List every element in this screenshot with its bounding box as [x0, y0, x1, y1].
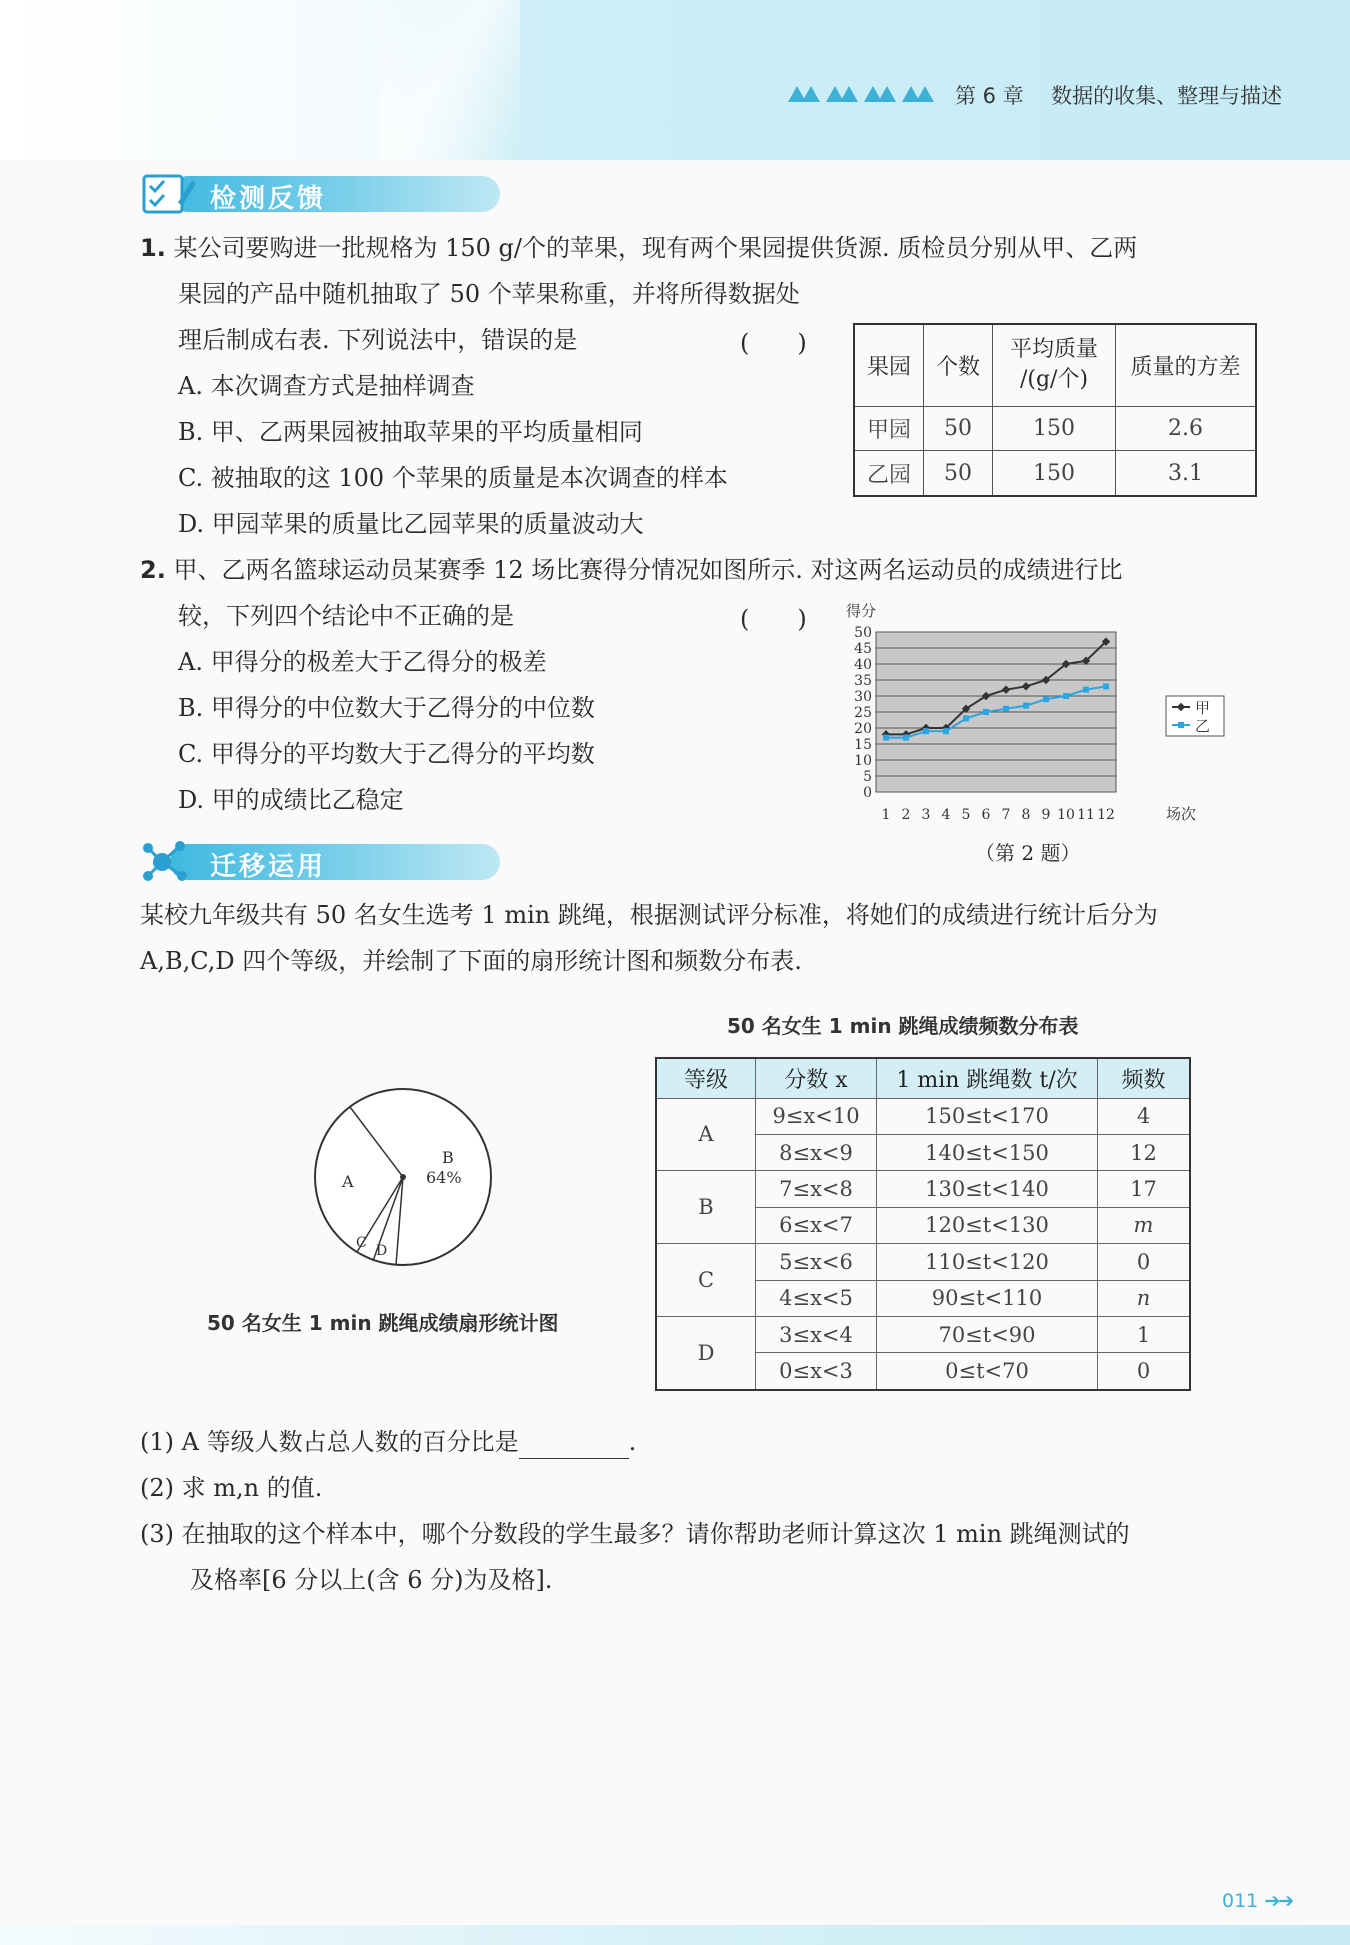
q1-answer-paren: ( ) [740, 329, 807, 357]
x-tick-label: 10 [1057, 807, 1075, 823]
checklist-icon [140, 172, 200, 216]
section-feedback-tab [140, 172, 520, 216]
t2-header-grade: 等级 [656, 1058, 756, 1098]
chart-x-axis-label: 场次 [1166, 805, 1197, 823]
point-yi [883, 735, 889, 741]
point-yi [943, 728, 949, 734]
q2-number: 2. [140, 556, 166, 584]
point-yi [1103, 683, 1109, 689]
pie-center [400, 1174, 406, 1180]
point-yi [923, 728, 929, 734]
bottom-band [0, 1925, 1350, 1945]
q2-answer-paren: ( ) [740, 605, 807, 633]
x-tick-label: 8 [1021, 807, 1031, 823]
chart-y-ticks [854, 625, 872, 801]
t2-freq-n: n [1098, 1280, 1191, 1316]
q1-text-line1: 某公司要购进一批规格为 150 g/个的苹果，现有两个果园提供货源. 质检员分别从甲、乙两 [173, 234, 1138, 262]
t2-freq: 0 [1098, 1244, 1191, 1280]
q2-option-a: A. 甲得分的极差大于乙得分的极差 [178, 648, 547, 676]
q1-text-line3: 理后制成右表. 下列说法中，错误的是 [178, 326, 578, 354]
pie-pct-b: 64% [426, 1168, 462, 1187]
t2-jumps: 0≤t<70 [877, 1353, 1098, 1390]
sub1-answer-blank [519, 1432, 629, 1459]
t2-freq: 0 [1098, 1353, 1191, 1390]
point-yi [1003, 706, 1009, 712]
t2-score: 5≤x<6 [756, 1244, 877, 1280]
t2-jumps: 150≤t<170 [877, 1098, 1098, 1134]
t1-header-mean [993, 324, 1116, 406]
point-yi [1043, 696, 1049, 702]
y-tick-label: 20 [854, 721, 872, 737]
t1-header-variance: 质量的方差 [1116, 324, 1257, 406]
section-feedback-label: 检测反馈 [210, 184, 327, 214]
q2-option-c: C. 甲得分的平均数大于乙得分的平均数 [178, 740, 595, 768]
t2-header-score-text: 分数 x [784, 1067, 848, 1093]
t1-row1-variance: 2.6 [1116, 406, 1257, 451]
sub-question-3-line2: 及格率[6 分以上(含 6 分)为及格]. [190, 1566, 553, 1594]
t1-row2-mean: 150 [993, 451, 1116, 496]
t2-header-freq: 频数 [1098, 1058, 1191, 1098]
pie-caption: 50 名女生 1 min 跳绳成绩扇形统计图 [207, 1311, 559, 1335]
y-tick-label: 15 [854, 737, 872, 753]
t1-row2-variance: 3.1 [1116, 451, 1257, 496]
t2-freq-m: m [1098, 1207, 1191, 1243]
page-arrows-icon: ➔➔ [1264, 1890, 1293, 1912]
q1-text-line2: 果园的产品中随机抽取了 50 个苹果称重，并将所得数据处 [178, 280, 800, 308]
t1-row1-mean: 150 [993, 406, 1116, 451]
t2-jumps: 70≤t<90 [877, 1316, 1098, 1352]
y-tick-label: 45 [854, 641, 872, 657]
q1-option-b: B. 甲、乙两果园被抽取苹果的平均质量相同 [178, 418, 643, 446]
chart-legend [1166, 696, 1224, 736]
t1-row1-orchard: 甲园 [854, 406, 924, 451]
t2-header-jumps: 1 min 跳绳数 t/次 [877, 1058, 1098, 1098]
q1-number: 1. [140, 234, 166, 262]
x-tick-label: 2 [901, 807, 911, 823]
q1-option-a: A. 本次调查方式是抽样调查 [178, 372, 475, 400]
jump-rope-freq-table [655, 1057, 1191, 1391]
y-tick-label: 30 [854, 689, 872, 705]
t2-freq: 12 [1098, 1134, 1191, 1170]
t2-jumps: 130≤t<140 [877, 1171, 1098, 1207]
t2-grade-a: A [656, 1098, 756, 1171]
y-tick-label: 10 [854, 753, 872, 769]
q1-option-d: D. 甲园苹果的质量比乙园苹果的质量波动大 [178, 510, 644, 538]
q1-line1 [140, 231, 1137, 265]
sub1-period: . [628, 1428, 637, 1456]
point-yi [1023, 703, 1029, 709]
page-number [1222, 1890, 1292, 1912]
x-tick-label: 3 [921, 807, 931, 823]
pie-label-a: A [342, 1172, 354, 1191]
q1-orchard-table [853, 323, 1257, 497]
q2-option-d: D. 甲的成绩比乙稳定 [178, 786, 404, 814]
chapter-header [955, 80, 1282, 110]
t1-header-orchard: 果园 [854, 324, 924, 406]
sub-question-1 [140, 1425, 636, 1459]
chapter-title: 数据的收集、整理与描述 [1051, 84, 1283, 108]
page-number-text: 011 [1222, 1890, 1259, 1912]
point-yi [983, 709, 989, 715]
sub1-text: (1) A 等级人数占总人数的百分比是 [140, 1428, 519, 1456]
t1-row1-count: 50 [924, 406, 993, 451]
x-tick-label: 12 [1097, 807, 1115, 823]
y-tick-label: 40 [854, 657, 872, 673]
legend-yi-marker [1178, 722, 1184, 728]
network-icon [140, 840, 200, 884]
point-yi [1083, 687, 1089, 693]
q2-figure-caption: （第 2 题） [975, 841, 1081, 865]
section-transfer-label: 迁移运用 [210, 852, 327, 882]
y-tick-label: 50 [854, 625, 872, 641]
point-yi [1063, 693, 1069, 699]
t2-score: 0≤x<3 [756, 1353, 877, 1390]
y-tick-label: 25 [854, 705, 872, 721]
header-triangles-icon [788, 86, 938, 102]
freq-table-caption: 50 名女生 1 min 跳绳成绩频数分布表 [727, 1014, 1079, 1038]
q2-text-line2: 较，下列四个结论中不正确的是 [178, 602, 514, 630]
x-tick-label: 5 [961, 807, 971, 823]
transfer-text-line1: 某校九年级共有 50 名女生选考 1 min 跳绳，根据测试评分标准，将她们的成绩进行统计后分为 [140, 901, 1158, 929]
t2-freq: 4 [1098, 1098, 1191, 1134]
t2-grade-d: D [656, 1316, 756, 1390]
q2-line1 [140, 553, 1123, 587]
x-tick-label: 11 [1077, 807, 1095, 823]
t2-score: 7≤x<8 [756, 1171, 877, 1207]
chart-x-ticks [882, 807, 1115, 823]
x-tick-label: 9 [1041, 807, 1051, 823]
t2-score: 8≤x<9 [756, 1134, 877, 1170]
section-transfer-tab [140, 840, 520, 884]
t1-header-mean-line2: /(g/个) [1019, 367, 1089, 393]
t2-jumps: 140≤t<150 [877, 1134, 1098, 1170]
point-yi [963, 715, 969, 721]
t1-row2-orchard: 乙园 [854, 451, 924, 496]
q2-text-line1: 甲、乙两名篮球运动员某赛季 12 场比赛得分情况如图所示. 对这两名运动员的成绩进行比 [173, 556, 1123, 584]
y-tick-label: 35 [854, 673, 872, 689]
t2-score: 6≤x<7 [756, 1207, 877, 1243]
t1-header-count: 个数 [924, 324, 993, 406]
chart-y-axis-label: 得分 [846, 602, 877, 620]
t1-header-mean-line1: 平均质量 [1009, 337, 1098, 363]
t2-freq: 17 [1098, 1171, 1191, 1207]
score-line-chart [840, 596, 1240, 836]
x-tick-label: 7 [1001, 807, 1011, 823]
jump-rope-pie-chart [300, 1085, 510, 1295]
sub-question-3-line1: (3) 在抽取的这个样本中，哪个分数段的学生最多？请你帮助老师计算这次 1 min 跳绳测试的 [140, 1520, 1130, 1548]
t2-jumps: 90≤t<110 [877, 1280, 1098, 1316]
t2-header-score [756, 1058, 877, 1098]
t2-jumps: 110≤t<120 [877, 1244, 1098, 1280]
t2-grade-b: B [656, 1171, 756, 1244]
y-tick-label: 0 [863, 785, 872, 801]
legend-yi-label: 乙 [1195, 717, 1211, 735]
t2-score: 9≤x<10 [756, 1098, 877, 1134]
t2-freq: 1 [1098, 1316, 1191, 1352]
pie-label-d: D [376, 1243, 388, 1259]
q1-option-c: C. 被抽取的这 100 个苹果的质量是本次调查的样本 [178, 464, 728, 492]
pie-label-c: C [356, 1235, 367, 1251]
t2-score: 4≤x<5 [756, 1280, 877, 1316]
legend-jia-label: 甲 [1195, 699, 1211, 717]
x-tick-label: 4 [941, 807, 951, 823]
t2-jumps: 120≤t<130 [877, 1207, 1098, 1243]
t2-score: 3≤x<4 [756, 1316, 877, 1352]
x-tick-label: 1 [881, 807, 891, 823]
transfer-text-line2: A,B,C,D 四个等级，并绘制了下面的扇形统计图和频数分布表. [140, 947, 802, 975]
pie-label-b: B [442, 1148, 454, 1167]
point-yi [903, 735, 909, 741]
chapter-number: 第 6 章 [955, 84, 1024, 108]
q2-option-b: B. 甲得分的中位数大于乙得分的中位数 [178, 694, 595, 722]
t1-row2-count: 50 [924, 451, 993, 496]
y-tick-label: 5 [863, 769, 872, 785]
sub-question-2: (2) 求 m,n 的值. [140, 1474, 323, 1502]
t2-grade-c: C [656, 1244, 756, 1317]
x-tick-label: 6 [981, 807, 991, 823]
